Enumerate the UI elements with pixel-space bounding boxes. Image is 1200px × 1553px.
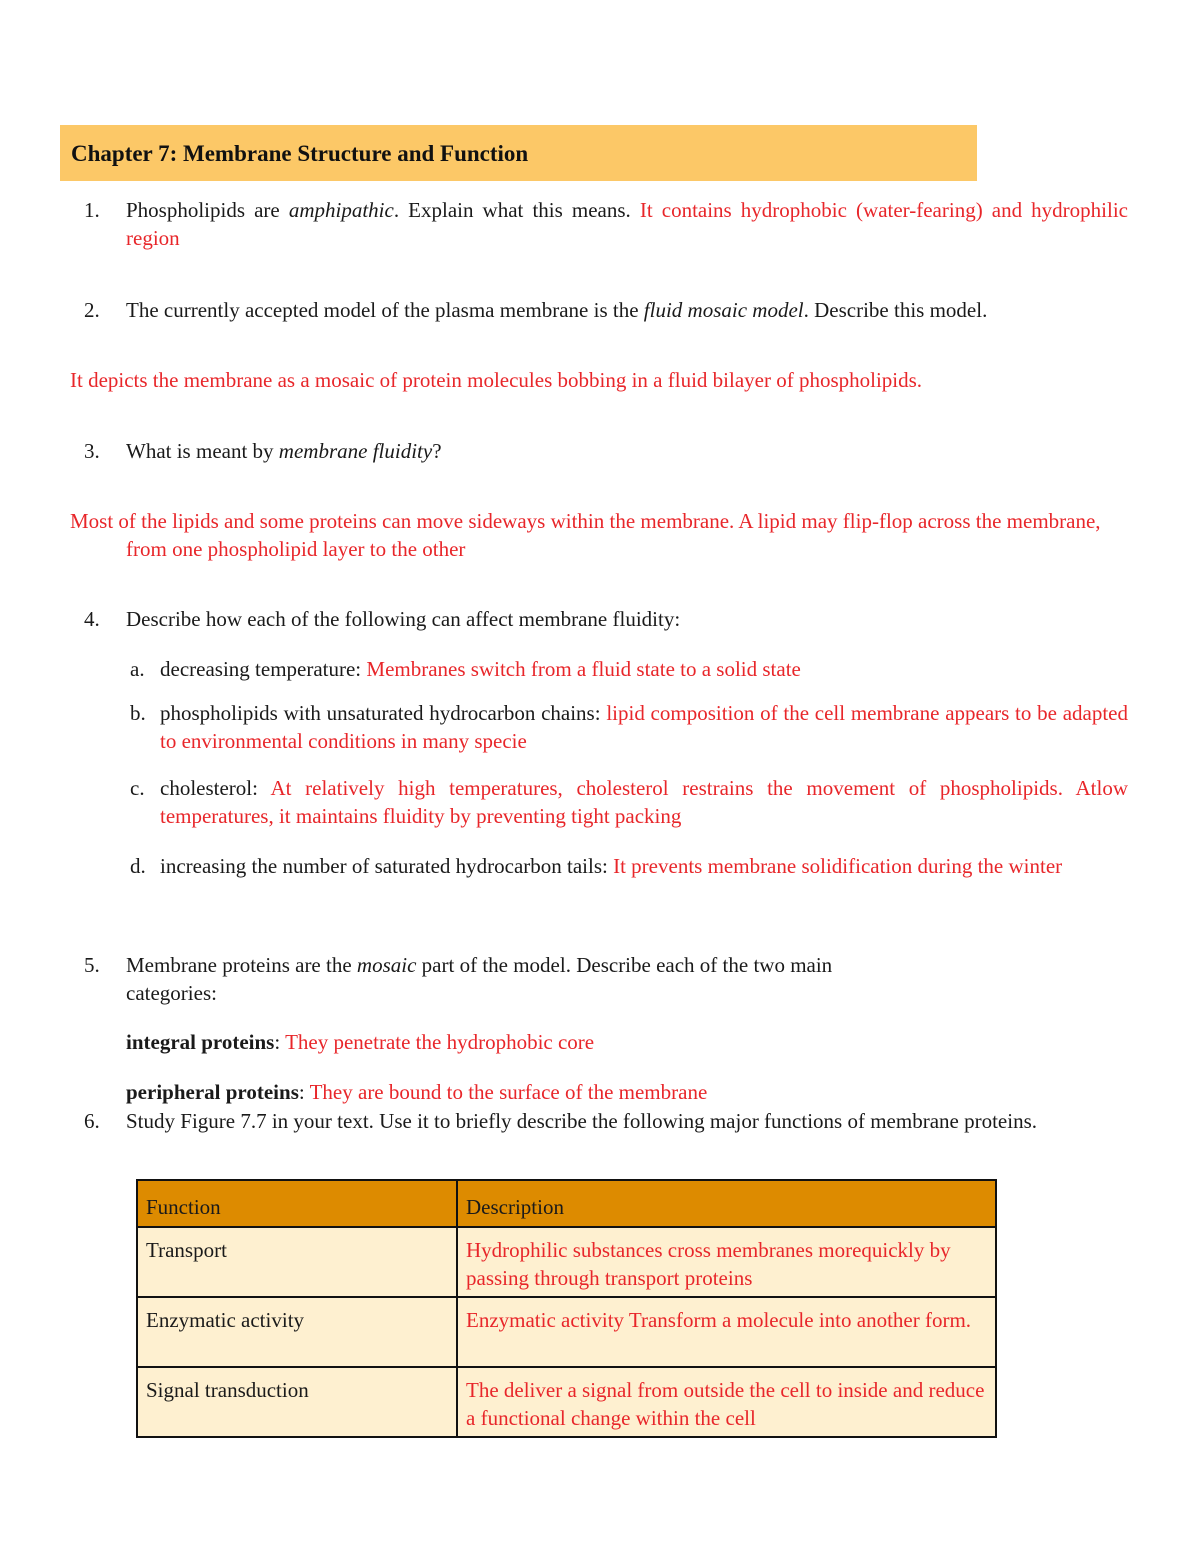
question-number: 2. <box>84 298 100 322</box>
sub-item-label: increasing the number of saturated hydrocarbon tails: <box>160 854 614 878</box>
question-4 <box>70 605 1128 633</box>
question-text: . Describe this model. <box>803 298 988 322</box>
integral-label: integral proteins <box>126 1030 275 1054</box>
sub-item-answer: At relatively high temperatures, cholesterol restrains the movement of phospholipids. Atlow temperatures, it maintains fluidity by preventing tight packing <box>160 776 1128 828</box>
table-row <box>137 1297 996 1367</box>
answer-text: It contains hydrophobic (water-fearing) and hydrophilic region <box>126 198 1128 250</box>
question-text: part of the model. Describe each of the two main categories: <box>126 953 833 1005</box>
question-6 <box>70 1107 1128 1135</box>
question-5 <box>70 951 1128 1007</box>
question-term: amphipathic <box>288 198 394 222</box>
peripheral-proteins: peripheral proteins: They are bound to the surface of the membrane <box>126 1080 708 1104</box>
sub-item-letter: a. <box>130 657 145 681</box>
header-function: Function <box>137 1180 457 1227</box>
sub-item-label: decreasing temperature: <box>160 657 367 681</box>
question-term: mosaic <box>356 953 417 977</box>
description-cell: Enzymatic activity Transform a molecule into another form. <box>457 1297 996 1367</box>
question-number: 5. <box>84 953 100 977</box>
sub-item-d <box>126 852 1128 880</box>
question-text: What is meant by <box>126 439 279 463</box>
question-text: . Explain what this means. <box>393 198 640 222</box>
page-title: Chapter 7: Membrane Structure and Function <box>71 141 529 166</box>
question-term: membrane fluidity <box>278 439 433 463</box>
table-row <box>137 1227 996 1297</box>
sub-item-letter: c. <box>130 776 145 800</box>
table-row <box>137 1367 996 1437</box>
sub-item-letter: b. <box>130 701 146 725</box>
question-text: The currently accepted model of the plasma membrane is the <box>126 298 644 322</box>
question-term: fluid mosaic model <box>643 298 804 322</box>
answer-2: It depicts the membrane as a mosaic of protein molecules bobbing in a fluid bilayer of phospholipids. <box>70 368 923 392</box>
sub-item-answer: Membranes switch from a fluid state to a solid state <box>366 657 801 681</box>
question-number: 1. <box>84 198 100 222</box>
question-text: Phospholipids are <box>126 198 289 222</box>
question-3 <box>70 437 1128 465</box>
sub-item-answer: It prevents membrane solidification during the winter <box>613 854 1063 878</box>
sub-item-letter: d. <box>130 854 146 878</box>
function-cell: Enzymatic activity <box>137 1297 457 1367</box>
peripheral-label: peripheral proteins <box>126 1080 299 1104</box>
sub-item-b <box>126 699 1128 755</box>
sub-item-answer: lipid composition of the cell membrane appears to be adapted to environmental conditions in many specie <box>160 701 1129 753</box>
question-text: Membrane proteins are the <box>126 953 357 977</box>
question-text: Study Figure 7.7 in your text. Use it to briefly describe the following major functions of membrane proteins. <box>126 1109 1037 1133</box>
header-description: Description <box>457 1180 996 1227</box>
function-cell: Signal transduction <box>137 1367 457 1437</box>
question-2 <box>70 296 1128 324</box>
integral-answer: They penetrate the hydrophobic core <box>285 1030 595 1054</box>
description-cell: The deliver a signal from outside the cell to inside and reduce a functional change within the cell <box>457 1367 996 1437</box>
description-cell: Hydrophilic substances cross membranes morequickly by passing through transport proteins <box>457 1227 996 1297</box>
question-1 <box>70 196 1128 252</box>
sub-item-c <box>126 774 1128 830</box>
table-header-row <box>137 1180 996 1227</box>
peripheral-answer: They are bound to the surface of the membrane <box>309 1080 708 1104</box>
functions-table <box>136 1179 997 1438</box>
question-text: ? <box>432 439 442 463</box>
chapter-banner <box>60 125 977 181</box>
sub-item-label: phospholipids with unsaturated hydrocarbon chains: <box>160 701 607 725</box>
function-cell: Transport <box>137 1227 457 1297</box>
question-text: Describe how each of the following can affect membrane fluidity: <box>126 607 681 631</box>
question-number: 6. <box>84 1109 100 1133</box>
sub-item-a <box>126 655 1128 683</box>
question-number: 3. <box>84 439 100 463</box>
question-number: 4. <box>84 607 100 631</box>
answer-3: Most of the lipids and some proteins can move sideways within the membrane. A lipid may flip-flop across the membrane, from one phospholipid layer to the other <box>70 509 1101 561</box>
integral-proteins: integral proteins: They penetrate the hydrophobic core <box>126 1030 595 1054</box>
sub-item-label: cholesterol: <box>160 776 271 800</box>
